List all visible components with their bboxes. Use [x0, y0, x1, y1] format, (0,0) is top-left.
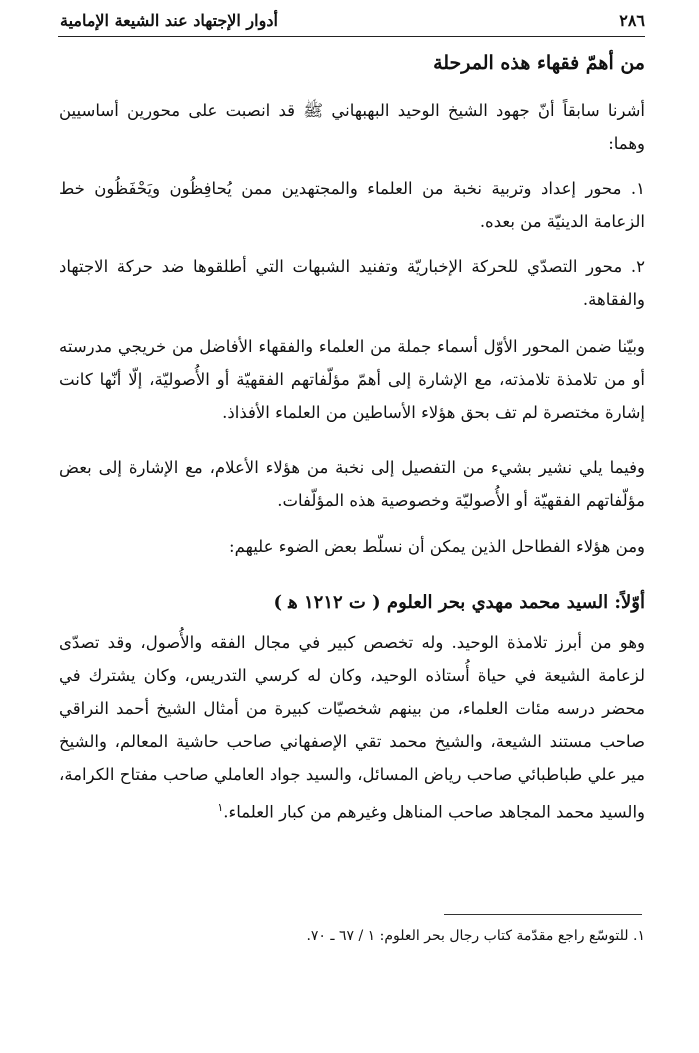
- footnote: ١. للتوسّع راجع مقدّمة كتاب رجال بحر العلوم: ١ / ٦٧ ـ ٧٠.: [306, 928, 645, 944]
- paragraph-2: وفيما يلي نشير بشيء من التفصيل إلى نخبة من هؤلاء الأعلام، مع الإشارة إلى بعض مؤلّفاتهم الفقهيّة أو الأُصوليّة وخصوصية هذه المؤلّفات.: [59, 458, 645, 510]
- footnote-rule: [444, 914, 642, 915]
- page-number: ٢٨٦: [619, 10, 645, 30]
- page-header: [60, 4, 645, 36]
- list-item-2: ٢. محور التصدّي للحركة الإخباريّة وتفنيد الشبهات التي أطلقوها ضد حركة الاجتهاد والفقاهة.: [59, 257, 645, 309]
- header-rule: [58, 36, 645, 37]
- section-heading: من أهمّ فقهاء هذه المرحلة: [433, 52, 645, 74]
- running-title: أدوار الإجتهاد عند الشيعة الإمامية: [60, 10, 278, 30]
- intro-paragraph: أشرنا سابقاً أنّ جهود الشيخ الوحيد البهبهاني ﷺ قد انصبت على محورين أساسيين وهما:: [59, 101, 645, 153]
- paragraph-1: وبيّنا ضمن المحور الأوّل أسماء جملة من العلماء والفقهاء الأفاضل من خريجي مدرسته أو من تلامذة تلامذته، مع الإشارة إلى أهمّ مؤلّفاتهم الفقهيّة أو الأُصوليّة، إلّا أنّها كانت إشارة مختصرة لم تف بحق هؤلاء الأساطين من العلماء الأفذاذ.: [59, 337, 645, 422]
- person-paragraph: [59, 626, 645, 829]
- person-heading: أوّلاً: السيد محمد مهدي بحر العلوم ( ت ١٢١٢ ه‍ ): [273, 592, 645, 613]
- list-item-1: ١. محور إعداد وتربية نخبة من العلماء والمجتهدين ممن يُحافِظُون ويَحْفَظُون خط الزعامة الدينيّة من بعده.: [59, 179, 645, 231]
- footnote-marker: ١: [217, 801, 224, 814]
- person-paragraph-text: وهو من أبرز تلامذة الوحيد. وله تخصص كبير في مجال الفقه والأُصول، وقد تصدّى لزعامة الشيعة في حياة أُستاذه الوحيد، وكان له كرسي التدريس، وكان يشترك في محضر درسه مئات العلماء، من بينهم شخصيّات كبيرة من أمثال الشيخ أحمد النراقي صاحب مستند الشيعة، والشيخ محمد تقي الإصفهاني صاحب حاشية المعالم، والشيخ مير علي طباطبائي صاحب رياض المسائل، والسيد جواد العاملي صاحب مفتاح الكرامة، والسيد محمد المجاهد صاحب المناهل وغيرهم من كبار العلماء.: [59, 633, 645, 822]
- paragraph-3: ومن هؤلاء الفطاحل الذين يمكن أن نسلّط بعض الضوء عليهم:: [229, 537, 645, 556]
